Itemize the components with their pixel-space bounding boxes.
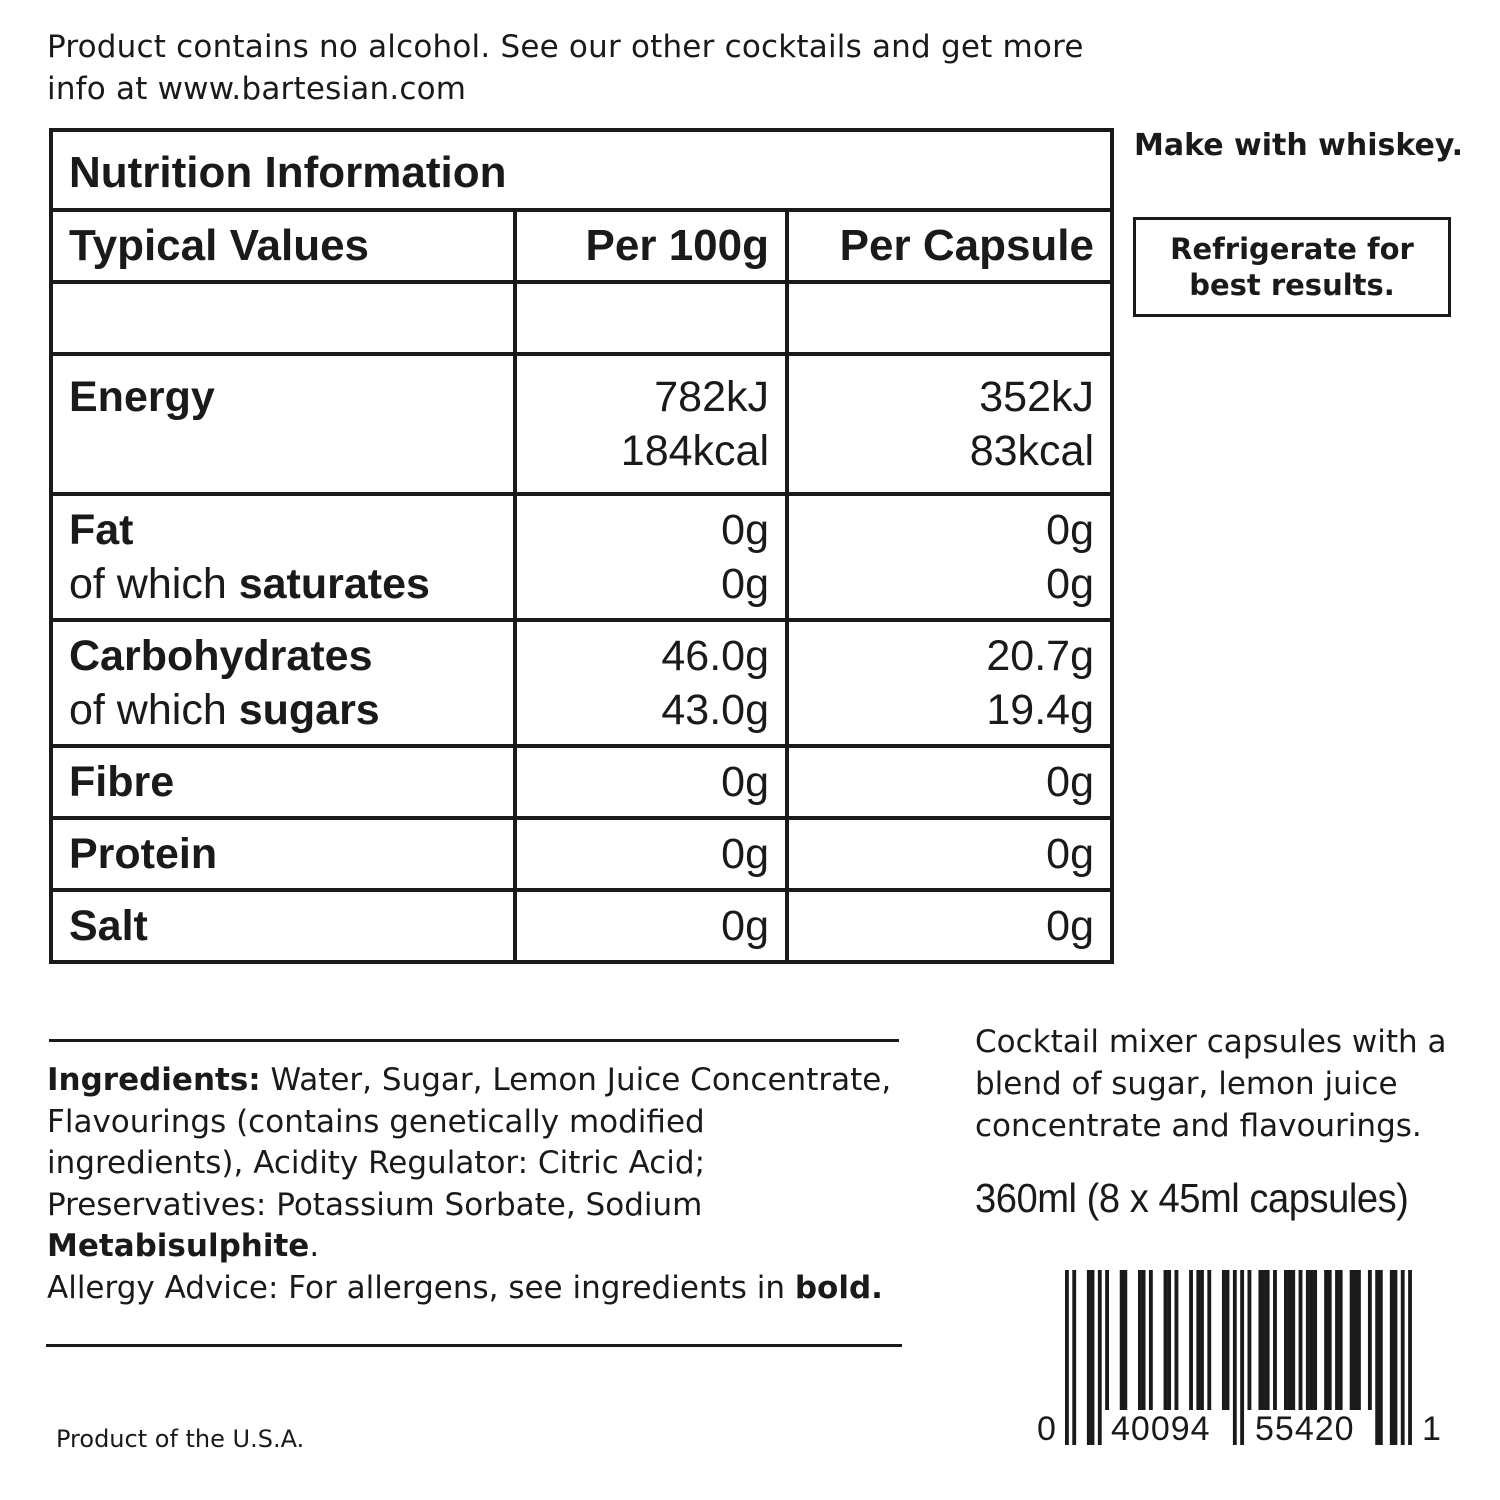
barcode-bar [1258,1270,1262,1410]
fat-per100: 0g [721,506,769,554]
intro-text [47,26,1107,110]
barcode-last-digit: 1 [1422,1410,1441,1448]
barcode-bar [1328,1270,1332,1410]
saturates-label: of which saturates [69,560,430,608]
ingredients-label: Ingredients: [47,1062,261,1098]
allergen-metabisulphite: Metabisulphite [47,1228,310,1265]
barcode-bar [1207,1270,1211,1410]
barcode-bar [1164,1270,1168,1410]
barcode-bar [1120,1270,1124,1410]
product-volume: 360ml (8 x 45ml capsules) [975,1175,1409,1221]
barcode-bar [1087,1270,1091,1445]
fibre-capsule: 0g [787,746,1112,818]
fat-row [51,494,1112,620]
barcode-bar [1149,1270,1153,1410]
intro-line-1: Product contains no alcohol. See our other cocktails and get more [47,29,1084,65]
allergy-bold: bold. [794,1269,883,1306]
intro-line-2: info at www.bartesian.com [47,71,467,107]
divider-bottom [46,1344,902,1347]
barcode-bar [1123,1270,1127,1410]
barcode-bar [1105,1270,1109,1410]
barcode-bar [1226,1270,1230,1410]
barcode-bar [1324,1270,1328,1410]
barcode-bar [1273,1270,1277,1410]
header-per-capsule: Per Capsule [787,210,1112,282]
saturates-per100: 0g [721,560,769,608]
carbohydrates-capsule: 20.7g [986,632,1094,680]
barcode-bar [1138,1270,1142,1410]
fibre-label: Fibre [51,746,515,818]
barcode-bar [1408,1270,1412,1445]
barcode-bar [1379,1270,1383,1445]
barcode-bar [1240,1270,1244,1445]
barcode-bar [1175,1270,1179,1410]
sugars-label: of which sugars [69,686,380,734]
salt-per100: 0g [515,890,787,962]
barcode-bar [1200,1270,1204,1410]
blank-row [51,282,1112,354]
fibre-per100: 0g [515,746,787,818]
fat-capsule: 0g [1046,506,1094,554]
energy-per100-kcal: 184kcal [620,427,769,475]
barcode-bar [1065,1270,1069,1445]
product-origin: Product of the U.S.A. [56,1425,305,1453]
protein-label: Protein [51,818,515,890]
barcode-bar [1091,1270,1095,1445]
protein-per100: 0g [515,818,787,890]
barcode-bar [1368,1270,1372,1410]
barcode-bar [1353,1270,1357,1410]
barcode-bar [1310,1270,1314,1410]
product-description: Cocktail mixer capsules with a blend of sugar, lemon juice concentrate and flavourings. [975,1024,1447,1144]
make-with-whiskey: Make with whiskey. [1134,128,1464,163]
barcode-bar [1233,1270,1237,1445]
barcode-bar [1072,1270,1076,1445]
divider-top [49,1039,899,1042]
barcode-bar [1390,1270,1394,1445]
barcode [1035,1265,1445,1450]
salt-label: Salt [51,890,515,962]
header-typical-values: Typical Values [51,210,515,282]
energy-capsule-kj: 352kJ [979,373,1094,421]
barcode-bar [1142,1270,1146,1410]
barcode-bar [1098,1270,1102,1445]
barcode-first-digit: 0 [1037,1410,1056,1448]
barcode-bar [1401,1270,1405,1445]
barcode-bar [1266,1270,1270,1410]
barcode-bar [1350,1270,1354,1410]
barcode-bar [1339,1270,1343,1410]
barcode-right-digits: 55420 [1255,1410,1355,1448]
barcode-bar [1299,1270,1303,1410]
header-row [51,210,1112,282]
barcode-bar [1357,1270,1361,1410]
energy-row [51,354,1112,494]
sugars-per100: 43.0g [661,686,769,734]
salt-row [51,890,1112,962]
fibre-row [51,746,1112,818]
allergy-advice: Allergy Advice: For allergens, see ingredients in [47,1269,795,1306]
carbohydrates-per100: 46.0g [661,632,769,680]
barcode-bars [1035,1265,1445,1450]
ingredients-text: Water, Sugar, Lemon Juice Concentrate, Flavourings (contains genetically modified ingredients), Acidity Regulator: Citric Acid; Preservatives: Potassium Sorbate, Sodium [47,1062,892,1223]
salt-capsule: 0g [787,890,1112,962]
refrigerate-line-1: Refrigerate for [1170,232,1414,266]
carbohydrates-row [51,620,1112,746]
protein-capsule: 0g [787,818,1112,890]
fat-label: Fat [69,506,134,554]
barcode-bar [1335,1270,1339,1410]
barcode-bar [1222,1270,1226,1410]
barcode-left-digits: 40094 [1111,1410,1211,1448]
barcode-bar [1394,1270,1398,1445]
barcode-bar [1189,1270,1193,1410]
ingredients-block: Ingredients: Water, Sugar, Lemon Juice Concentrate, Flavourings (contains genetically modified ingredients), Acidity Regulator: Citric Acid; Preservatives: Potassium Sorbate, Sodium Metabisulphite. Allergy Advice: For allergens, see ingredients in bold. [47,1062,892,1306]
protein-row [51,818,1112,890]
barcode-bar [1375,1270,1379,1445]
sugars-capsule: 19.4g [986,686,1094,734]
saturates-capsule: 0g [1046,560,1094,608]
barcode-bar [1196,1270,1200,1410]
barcode-bar [1284,1270,1288,1410]
carbohydrates-label: Carbohydrates [69,632,373,680]
energy-capsule-kcal: 83kcal [969,427,1094,475]
barcode-bar [1248,1270,1252,1410]
refrigerate-box [1133,217,1451,317]
nutrition-title: Nutrition Information [51,130,1112,210]
barcode-bar [1262,1270,1266,1410]
nutrition-table [49,128,1114,964]
header-per-100g: Per 100g [515,210,787,282]
barcode-bar [1167,1270,1171,1410]
refrigerate-line-2: best results. [1189,268,1395,302]
barcode-bar [1291,1270,1295,1410]
barcode-bar [1313,1270,1317,1410]
energy-label: Energy [69,373,215,421]
barcode-bar [1306,1270,1310,1410]
barcode-bar [1288,1270,1292,1410]
energy-per100-kj: 782kJ [654,373,769,421]
